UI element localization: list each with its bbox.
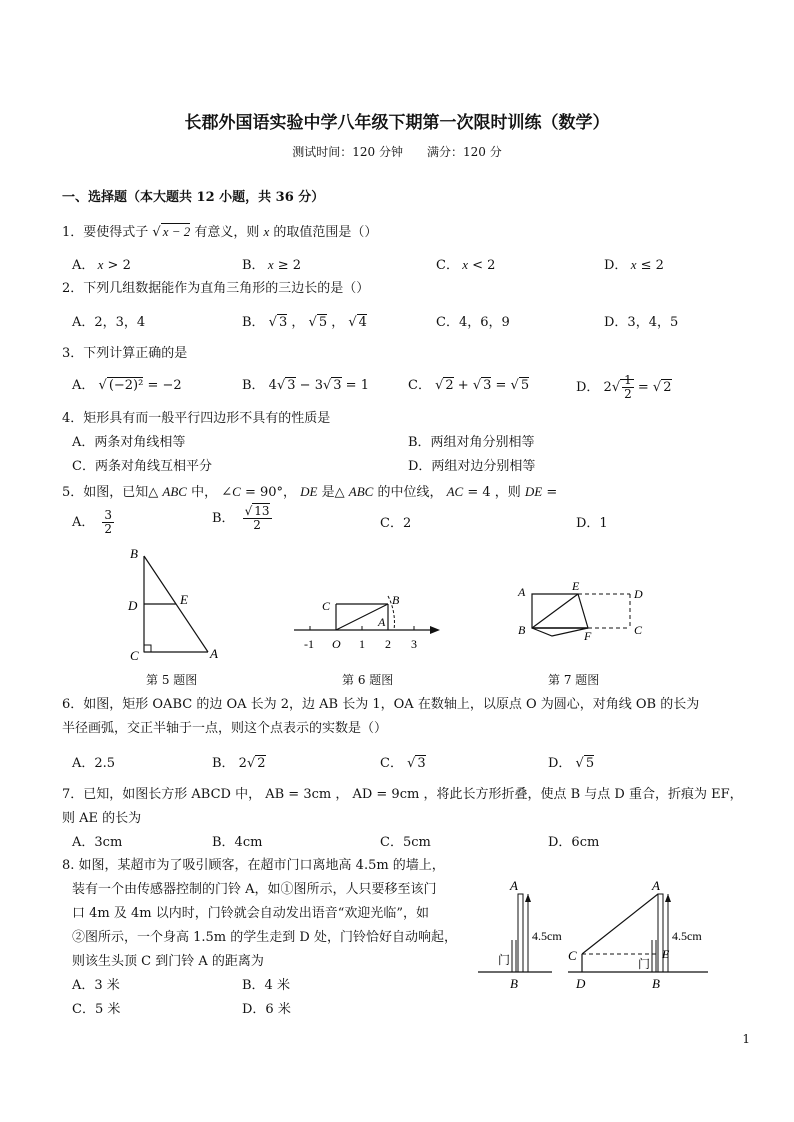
page-subtitle: 测试时间：120 分钟 满分：120 分 xyxy=(292,145,502,159)
fig6-label-c: C xyxy=(322,599,331,613)
q2-option-b: B． √ 3 ， √ 5 ， √ 4 xyxy=(242,315,367,330)
fig7-label-d: D xyxy=(634,587,643,601)
fig6-label-o: O xyxy=(332,637,341,651)
fig8-part1-height: 4.5cm xyxy=(532,929,562,943)
fig8-part2-label-b: B xyxy=(652,976,660,991)
fig8-part1-label-a: A xyxy=(510,878,518,893)
q7-stem-line2: 则 AE 的长为 xyxy=(62,811,142,826)
fig7-fold-diagram xyxy=(510,576,660,646)
q7-option-a: A．3cm xyxy=(72,835,123,850)
q1-option-d: D． x ≤ 2 xyxy=(604,257,664,273)
q3-option-d: D． 2√ $\frac{1}{2}$ = √ 2 xyxy=(576,373,672,401)
q6-stem-line1: 6．如图，矩形 OABC 的边 OA 长为 2，边 AB 长为 1，OA 在数轴上，以原点 O 为圆心，对角线 OB 的长为 xyxy=(62,697,700,712)
q5-stem: 5．如图，已知△ ABC 中， ∠C = 90°， DE 是△ ABC 的中位线， AC = 4 ，则 DE = xyxy=(62,484,558,500)
q5-option-a: A． $\frac{3}{2}$ xyxy=(72,508,113,536)
fig6-tick-2: 2 xyxy=(385,637,391,651)
fig6-tick-neg1: -1 xyxy=(304,637,314,651)
q8-option-d: D．6 米 xyxy=(242,1002,291,1017)
q8-option-b: B．4 米 xyxy=(242,978,290,993)
q6-option-c: C． √ 3 xyxy=(380,756,426,771)
q1-option-b: B． x ≥ 2 xyxy=(242,257,302,273)
fig6-label-a: A xyxy=(378,615,386,629)
q3-option-a: A． √ (−2)² = −2 xyxy=(72,378,182,393)
q3-option-b: B． 4√ 3 − 3√ 3 = 1 xyxy=(242,378,369,393)
q1-option-c: C． x < 2 xyxy=(436,257,496,273)
q3-option-c: C． √ 2 + √ 3 = √ 5 xyxy=(408,378,530,393)
fig8-part1-door: 门 xyxy=(498,953,511,967)
fig8-part2-label-e: E xyxy=(662,947,670,961)
q4-option-b: B．两组对角分别相等 xyxy=(408,435,535,450)
q2-option-c: C．4，6，9 xyxy=(436,315,510,330)
fig5-label-d: D xyxy=(128,598,138,613)
fig6-tick-3: 3 xyxy=(411,637,417,651)
q7-option-c: C．5cm xyxy=(380,835,431,850)
q4-option-c: C．两条对角线互相平分 xyxy=(72,459,212,474)
fig7-caption: 第 7 题图 xyxy=(548,673,600,687)
fig8-part2-label-d: D xyxy=(576,976,586,991)
fig7-label-c: C xyxy=(634,623,643,637)
q5-option-c: C．2 xyxy=(380,516,412,531)
fig7-label-a: A xyxy=(518,585,526,599)
fig6-label-b: B xyxy=(392,593,400,607)
q4-stem: 4．矩形具有而一般平行四边形不具有的性质是 xyxy=(62,411,331,426)
q6-stem-line2: 半径画弧，交正半轴于一点，则这个点表示的实数是（） xyxy=(62,721,388,736)
page-title: 长郡外国语实验中学八年级下期第一次限时训练（数学） xyxy=(184,113,610,133)
fig7-label-b: B xyxy=(518,623,526,637)
q7-option-d: D．6cm xyxy=(548,835,600,850)
fig6-number-line-diagram xyxy=(290,588,450,658)
q8-stem-line4: ②图所示，一个身高 1.5m 的学生走到 D 处，门铃恰好自动响起， xyxy=(72,930,457,945)
fig8-doorbell-diagram xyxy=(472,872,722,996)
q8-stem-line1: 8. 如图，某超市为了吸引顾客，在超市门口离地高 4.5m 的墙上， xyxy=(62,858,445,873)
q6-option-a: A．2.5 xyxy=(72,756,116,771)
q5-option-b: B． $\frac{√ 13}{2}$ xyxy=(212,504,270,532)
q8-option-c: C．5 米 xyxy=(72,1002,121,1017)
q2-option-d: D．3，4，5 xyxy=(604,315,679,330)
section-heading: 一、选择题（本大题共 12 小题，共 36 分） xyxy=(62,190,325,205)
fig6-tick-1: 1 xyxy=(359,637,365,651)
page-number: 1 xyxy=(742,1032,750,1046)
q5-option-d: D．1 xyxy=(576,516,608,531)
q6-option-b: B． 2√ 2 xyxy=(212,756,266,771)
fig5-label-b: B xyxy=(130,546,138,561)
fig8-part2-label-c: C xyxy=(568,948,577,963)
q1-stem: 1．要使得式子 √ x − 2 有意义，则 x 的取值范围是（） xyxy=(62,224,378,240)
fig5-caption: 第 5 题图 xyxy=(146,673,198,687)
fig8-part2-height: 4.5cm xyxy=(672,929,702,943)
fig6-caption: 第 6 题图 xyxy=(342,673,394,687)
fig7-label-e: E xyxy=(572,579,580,593)
fig8-part2-label-a: A xyxy=(652,878,660,893)
fig7-label-f: F xyxy=(584,629,592,643)
fig5-label-e: E xyxy=(180,592,188,607)
q2-option-a: A．2，3，4 xyxy=(72,315,146,330)
q4-option-d: D．两组对边分别相等 xyxy=(408,459,536,474)
q4-option-a: A．两条对角线相等 xyxy=(72,435,186,450)
fig5-label-c: C xyxy=(130,648,139,663)
q8-option-a: A．3 米 xyxy=(72,978,120,993)
q2-stem: 2．下列几组数据能作为直角三角形的三边长的是（） xyxy=(62,281,370,296)
q8-stem-line2: 装有一个由传感器控制的门铃 A，如①图所示，人只要移至该门 xyxy=(72,882,437,897)
fig8-part1-label-b: B xyxy=(510,976,518,991)
q6-option-d: D． √ 5 xyxy=(548,756,595,771)
q7-option-b: B．4cm xyxy=(212,835,263,850)
q1-option-a: A． x > 2 xyxy=(72,257,131,273)
q8-stem-line5: 则该生头顶 C 到门铃 A 的距离为 xyxy=(72,954,264,969)
q8-stem-line3: 口 4m 及 4m 以内时，门铃就会自动发出语音“欢迎光临”，如 xyxy=(72,906,430,921)
q3-stem: 3．下列计算正确的是 xyxy=(62,346,188,361)
fig5-triangle-diagram xyxy=(110,544,230,664)
fig8-part2-door: 门 xyxy=(638,957,651,971)
fig5-label-a: A xyxy=(210,646,218,661)
q7-stem-line1: 7．已知，如图长方形 ABCD 中， AB = 3cm ， AD = 9cm ，将此长方形折叠，使点 B 与点 D 重合，折痕为 EF， xyxy=(62,787,743,802)
